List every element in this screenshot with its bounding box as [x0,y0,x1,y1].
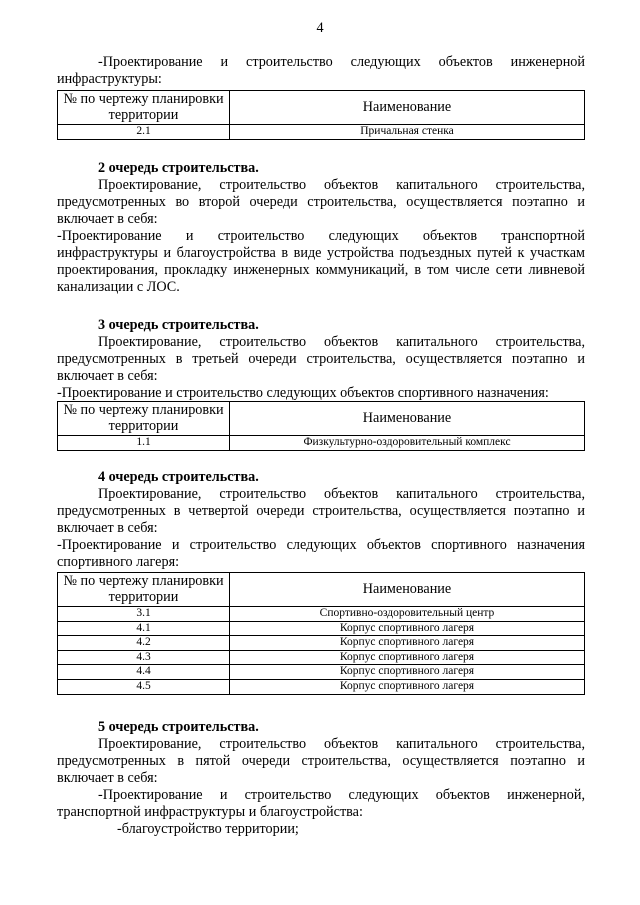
cell-number: 4.3 [58,650,230,665]
cell-name: Корпус спортивного лагеря [230,636,585,651]
section-1 [57,54,585,88]
table-header-row [58,91,585,125]
cell-name: Спортивно-оздоровительный центр [230,607,585,622]
cell-name: Корпус спортивного лагеря [230,621,585,636]
table-header-row [58,402,585,436]
table-engineering [57,90,585,140]
section-4-para-1: Проектирование, строительство объектов капитального строительства, предусмотренных в четвертой очереди строительства, осуществляется поэтапно и включает в себя: [57,486,585,536]
cell-name: Физкультурно-оздоровительный комплекс [230,436,585,451]
table-row [58,665,585,680]
header-name: Наименование [230,573,585,607]
section-1-intro: -Проектирование и строительство следующих объектов инженерной инфраструктуры: [57,54,585,87]
table-sport [57,401,585,451]
table-row [58,650,585,665]
cell-number: 4.5 [58,679,230,694]
table-row [58,607,585,622]
section-5-item-1: -благоустройство территории; [117,821,299,837]
cell-number: 4.2 [58,636,230,651]
header-name: Наименование [230,91,585,125]
header-drawing-number: № по чертежу планировки территории [58,91,230,125]
table-sport-camp [57,572,585,695]
table-row [58,621,585,636]
cell-number: 1.1 [58,436,230,451]
section-5 [57,719,585,838]
section-3 [57,317,585,402]
section-4-heading: 4 очередь строительства. [98,469,259,485]
cell-number: 4.4 [58,665,230,680]
table-row [58,436,585,451]
cell-number: 2.1 [58,125,230,140]
camp-table-body [58,573,585,695]
cell-name: Корпус спортивного лагеря [230,679,585,694]
table-row [58,679,585,694]
section-2-para-2: -Проектирование и строительство следующих объектов транспортной инфраструктуры и благоустройства в виде устройства подъездных путей к участкам проектирования, прокладку инженерных коммуникаций, в том числе сети ливневой канализации с ЛОС. [57,228,585,295]
header-drawing-number: № по чертежу планировки территории [58,402,230,436]
section-2 [57,160,585,296]
section-3-para-1: Проектирование, строительство объектов капитального строительства, предусмотренных в третьей очереди строительства, осуществляется поэтапно и включает в себя: [57,334,585,384]
table-header-row [58,573,585,607]
section-5-para-1: Проектирование, строительство объектов капитального строительства, предусмотренных в пятой очереди строительства, осуществляется поэтапно и включает в себя: [57,736,585,786]
section-3-heading: 3 очередь строительства. [98,317,259,333]
table-row [58,636,585,651]
section-4-para-2: -Проектирование и строительство следующих объектов спортивного назначения спортивного лагеря: [57,537,585,570]
cell-name: Корпус спортивного лагеря [230,665,585,680]
cell-name: Причальная стенка [230,125,585,140]
section-3-para-2: -Проектирование и строительство следующих объектов спортивного назначения: [57,385,549,401]
page-number: 4 [316,20,324,36]
section-4 [57,469,585,571]
table-row [58,125,585,140]
section-2-para-1: Проектирование, строительство объектов капитального строительства, предусмотренных во второй очереди строительства, осуществляется поэтапно и включает в себя: [57,177,585,227]
section-5-para-2: -Проектирование и строительство следующих объектов инженерной, транспортной инфраструктуры и благоустройства: [57,787,585,820]
cell-name: Корпус спортивного лагеря [230,650,585,665]
section-2-heading: 2 очередь строительства. [98,160,259,176]
section-5-heading: 5 очередь строительства. [98,719,259,735]
header-name: Наименование [230,402,585,436]
cell-number: 3.1 [58,607,230,622]
header-drawing-number: № по чертежу планировки территории [58,573,230,607]
cell-number: 4.1 [58,621,230,636]
